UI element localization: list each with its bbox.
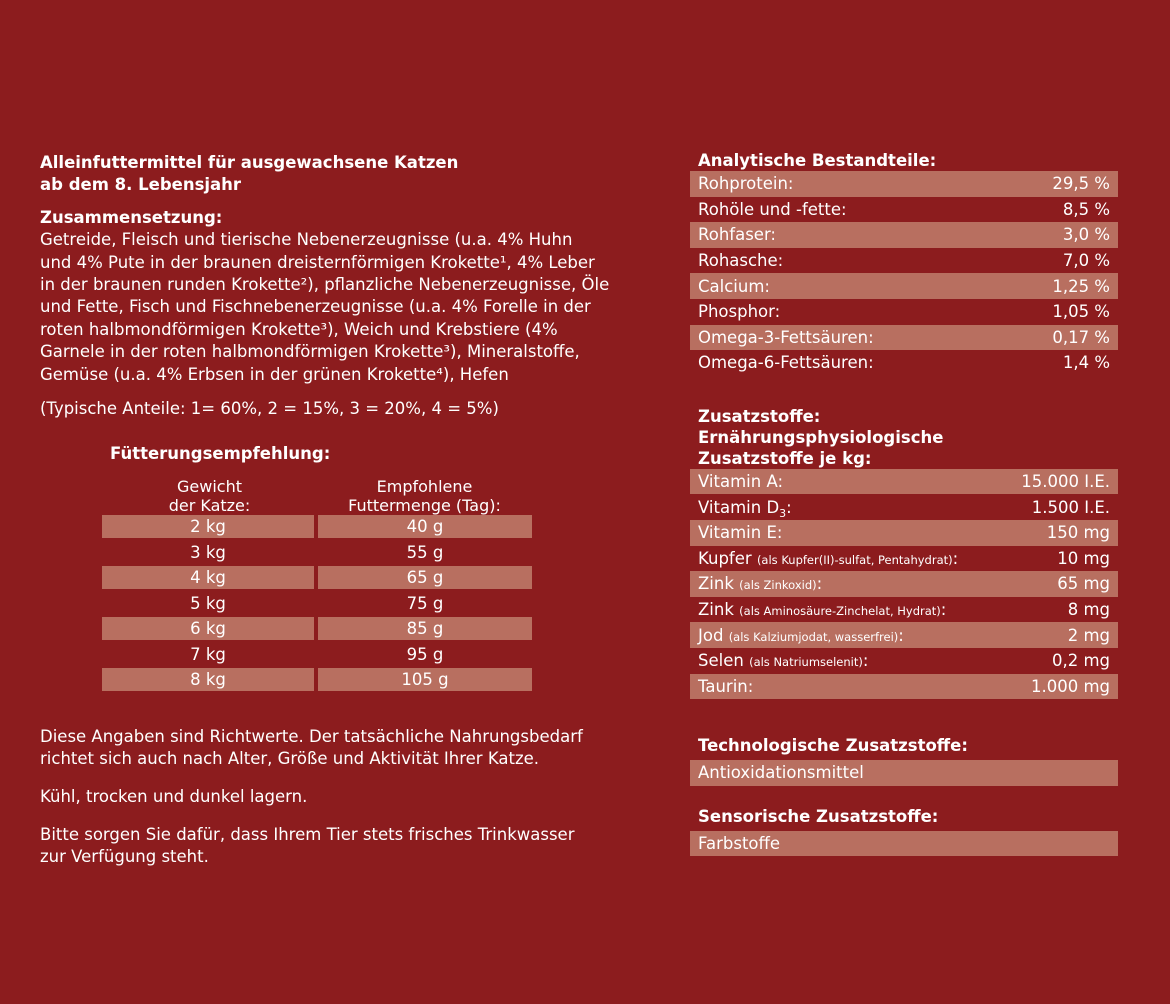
weight-header-line1: Gewicht	[177, 477, 242, 496]
additive-name: Taurin:	[698, 676, 754, 696]
additive-name	[698, 549, 958, 568]
analytic-value: 3,0 %	[1062, 225, 1110, 245]
additive-value: 1.000 mg	[1030, 676, 1110, 696]
additives-heading-line2: Ernährungsphysiologische	[698, 427, 944, 447]
additives-heading-line3: Zusatzstoffe je kg:	[698, 448, 872, 468]
composition-line: Getreide, Fleisch und tierische Nebenerzeugnisse (u.a. 4% Huhn	[40, 230, 573, 250]
feeding-row	[102, 668, 532, 694]
feeding-title: Fütterungsempfehlung:	[110, 444, 331, 463]
additive-name: Vitamin A:	[698, 472, 784, 492]
note-guideline-line2: richtet sich auch nach Alter, Größe und Aktivität Ihrer Katze.	[40, 749, 539, 768]
analytic-row	[690, 171, 1118, 197]
product-title-line1: Alleinfuttermittel für ausgewachsene Katzen	[40, 153, 459, 172]
additive-row	[690, 546, 1118, 572]
additive-value: 150 mg	[1046, 523, 1110, 543]
additive-name	[698, 626, 904, 645]
analytic-value: 8,5 %	[1062, 199, 1110, 219]
analytic-value: 29,5 %	[1052, 174, 1110, 194]
additive-value: 65 mg	[1057, 574, 1110, 594]
analytic-name: Calcium:	[698, 276, 770, 296]
additive-value: 8 mg	[1067, 600, 1110, 620]
analytic-row	[690, 350, 1118, 376]
analytic-row	[690, 325, 1118, 351]
tech-heading: Technologische Zusatzstoffe:	[698, 736, 968, 756]
note-guideline-line1: Diese Angaben sind Richtwerte. Der tatsächliche Nahrungsbedarf	[40, 727, 583, 746]
notes	[40, 726, 640, 868]
additive-value: 1.500 I.E.	[1031, 497, 1110, 517]
typical-shares: (Typische Anteile: 1= 60%, 2 = 15%, 3 = 20%, 4 = 5%)	[40, 399, 499, 419]
composition-line: in der braunen runden Krokette²), pflanzliche Nebenerzeugnisse, Öle	[40, 275, 610, 295]
additive-row	[690, 674, 1118, 700]
additive-value: 2 mg	[1067, 625, 1110, 645]
amount-cell: 75 g	[406, 593, 444, 613]
analytic-value: 0,17 %	[1052, 327, 1110, 347]
left-column	[40, 152, 630, 420]
sensory-row	[690, 831, 1118, 857]
right-column	[690, 150, 1118, 856]
analytic-row	[690, 222, 1118, 248]
analytic-row	[690, 299, 1118, 325]
additive-row	[690, 597, 1118, 623]
additive-name: Vitamin E:	[698, 523, 783, 543]
amount-header-line2: Futtermenge (Tag):	[348, 496, 501, 515]
analytic-name: Omega-6-Fettsäuren:	[698, 353, 874, 373]
additive-note: (als Kalziumjodat, wasserfrei)	[728, 629, 899, 644]
additive-row	[690, 494, 1118, 520]
analytic-name: Rohfaser:	[698, 225, 776, 245]
feeding-row	[102, 592, 532, 618]
additive-row	[690, 520, 1118, 546]
amount-header	[317, 477, 532, 515]
additive-suffix: :	[862, 651, 869, 671]
additive-name	[698, 497, 792, 520]
amount-cell: 95 g	[406, 644, 444, 664]
composition-line: und Fette, Fisch und Fischnebenerzeugnisse (u.a. 4% Forelle in der	[40, 297, 591, 317]
note-water-line1: Bitte sorgen Sie dafür, dass Ihrem Tier stets frisches Trinkwasser	[40, 825, 575, 844]
analytic-name: Rohprotein:	[698, 174, 794, 194]
additive-name-text: Jod	[698, 625, 724, 645]
analytic-row	[690, 197, 1118, 223]
additive-row	[690, 571, 1118, 597]
additives-heading-line1: Zusatzstoffe:	[698, 406, 821, 426]
additive-note: (als Zinkoxid)	[739, 578, 817, 593]
sensory-value: Farbstoffe	[698, 833, 781, 853]
weight-cell: 7 kg	[190, 644, 226, 664]
additive-value: 0,2 mg	[1051, 651, 1110, 671]
additive-suffix: :	[786, 497, 792, 517]
analytic-row	[690, 248, 1118, 274]
weight-header	[102, 477, 317, 515]
additive-row	[690, 648, 1118, 674]
additive-name-text: Kupfer	[698, 548, 752, 568]
weight-header-line2: der Katze:	[168, 496, 251, 515]
feeding-row	[102, 566, 532, 592]
additive-name-text: Zink	[698, 574, 734, 594]
additive-value: 15.000 I.E.	[1021, 472, 1110, 492]
amount-cell: 40 g	[318, 515, 532, 538]
additive-note: (als Kupfer(II)-sulfat, Pentahydrat)	[756, 552, 953, 567]
analytic-name: Rohöle und -fette:	[698, 199, 847, 219]
weight-cell: 2 kg	[102, 515, 314, 538]
analytic-value: 7,0 %	[1062, 251, 1110, 271]
analytic-value: 1,4 %	[1062, 353, 1110, 373]
additive-suffix: :	[898, 625, 904, 645]
additive-suffix: :	[940, 600, 947, 620]
additive-row	[690, 622, 1118, 648]
composition-line: roten halbmondförmigen Krokette³), Weich und Krebstiere (4%	[40, 319, 558, 339]
additive-note: (als Aminosäure-Zinchelat, Hydrat)	[739, 604, 941, 619]
note-water-line2: zur Verfügung steht.	[40, 847, 209, 866]
feeding-table	[102, 444, 532, 694]
feeding-row	[102, 617, 532, 643]
additive-suffix: :	[952, 548, 959, 568]
analytic-name: Phosphor:	[698, 302, 781, 322]
product-title-line2: ab dem 8. Lebensjahr	[40, 175, 242, 195]
analytic-value: 1,25 %	[1052, 276, 1110, 296]
analytic-value: 1,05 %	[1052, 302, 1110, 322]
composition-heading: Zusammensetzung:	[40, 207, 223, 227]
analytic-name: Rohasche:	[698, 251, 784, 271]
additive-name	[698, 600, 946, 619]
amount-cell: 105 g	[318, 668, 532, 691]
additive-note: (als Natriumselenit)	[749, 655, 863, 670]
sensory-heading: Sensorische Zusatzstoffe:	[698, 806, 939, 826]
amount-header-line1: Empfohlene	[376, 477, 473, 496]
amount-cell: 85 g	[318, 617, 532, 640]
composition-line: Garnele in der roten halbmondförmigen Krokette³), Mineralstoffe,	[40, 342, 580, 362]
analytic-row	[690, 273, 1118, 299]
note-storage: Kühl, trocken und dunkel lagern.	[40, 787, 308, 806]
additive-name-text: Selen	[698, 651, 744, 671]
weight-cell: 8 kg	[102, 668, 314, 691]
composition-line: und 4% Pute in der braunen dreisternförmigen Krokette¹, 4% Leber	[40, 252, 595, 272]
additive-name	[698, 651, 868, 670]
analytic-heading: Analytische Bestandteile:	[698, 151, 937, 170]
additive-value: 10 mg	[1057, 548, 1110, 568]
weight-cell: 4 kg	[102, 566, 314, 589]
additive-suffix: :	[816, 574, 823, 594]
tech-value: Antioxidationsmittel	[698, 763, 864, 783]
composition-line: Gemüse (u.a. 4% Erbsen in der grünen Krokette⁴), Hefen	[40, 364, 509, 384]
additive-name-text: Zink	[698, 600, 734, 620]
analytic-name: Omega-3-Fettsäuren:	[698, 327, 874, 347]
additive-subscript: 3	[779, 506, 787, 520]
weight-cell: 5 kg	[190, 593, 226, 613]
feeding-row	[102, 643, 532, 669]
additive-name-text: Vitamin D	[698, 497, 780, 517]
amount-cell: 65 g	[318, 566, 532, 589]
additive-row	[690, 469, 1118, 495]
feeding-row	[102, 541, 532, 567]
additive-name	[698, 574, 822, 593]
weight-cell: 6 kg	[102, 617, 314, 640]
feeding-header	[102, 477, 532, 515]
feeding-row	[102, 515, 532, 541]
tech-row	[690, 760, 1118, 786]
weight-cell: 3 kg	[190, 542, 226, 562]
amount-cell: 55 g	[406, 542, 444, 562]
